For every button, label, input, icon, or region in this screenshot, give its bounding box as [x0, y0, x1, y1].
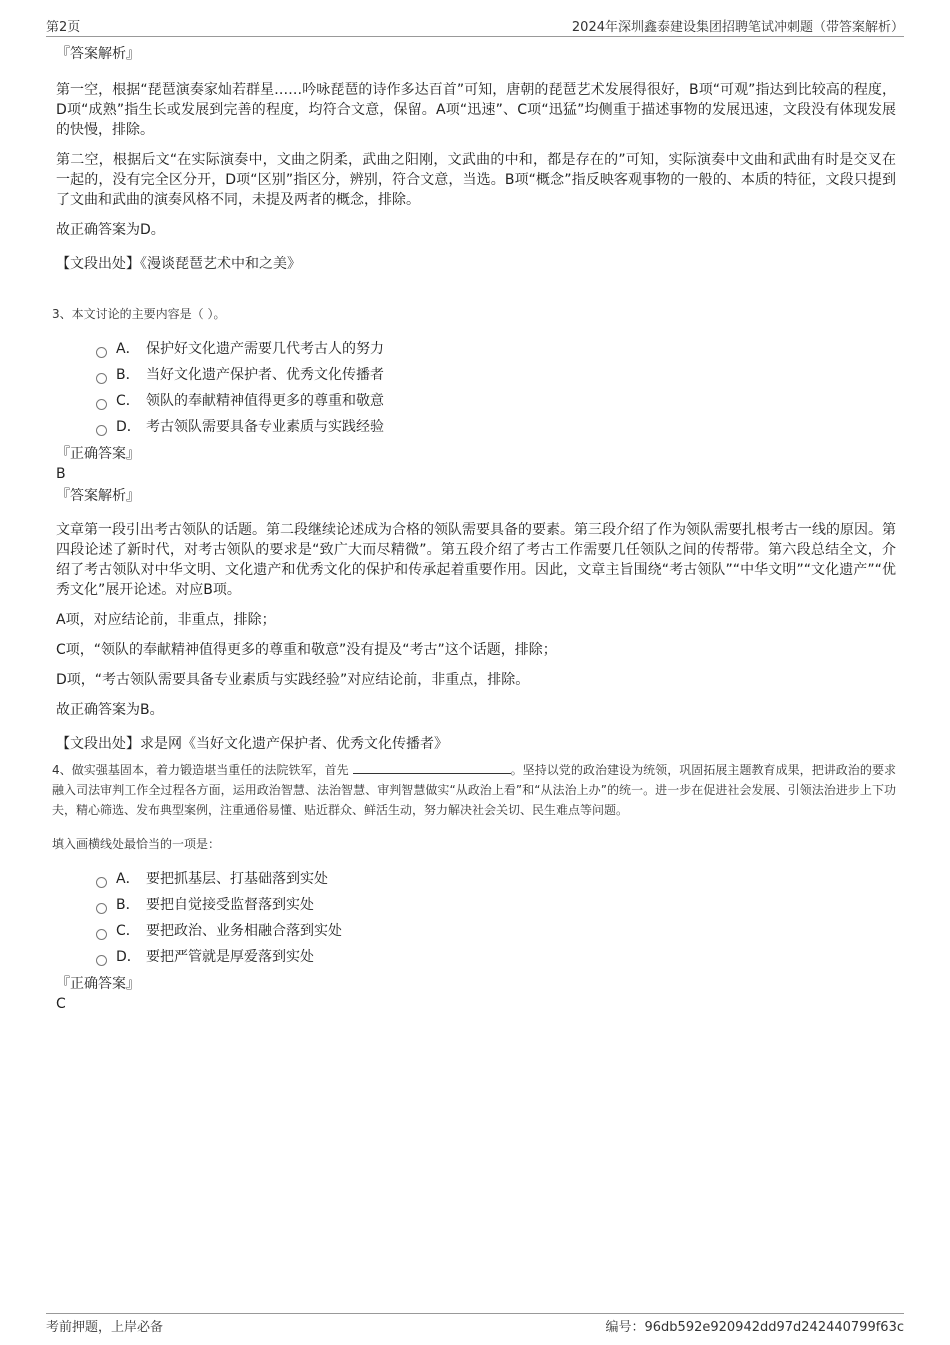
- q3-analysis-c: C项，“领队的奉献精神值得更多的尊重和敬意”没有提及“考古”这个话题，排除；: [56, 642, 557, 658]
- q3-analysis-label: 『答案解析』: [56, 488, 140, 504]
- radio-icon[interactable]: [96, 929, 107, 940]
- answer-blank: [353, 761, 511, 774]
- radio-icon[interactable]: [96, 347, 107, 358]
- q3-option-d[interactable]: D． 考古领队需要具备专业素质与实践经验: [96, 414, 896, 440]
- q2-analysis-p1: 第一空，根据“琵琶演奏家灿若群星……吟咏琵琶的诗作多达百首”可知，唐朝的琵琶艺术发展得很好，B项“可观”指达到比较高的程度，D项“成熟”指生长或发展到完善的程度，均符合文意，保留。A项“迅速”、C项“迅猛”均侧重于描述事物的发展迅速，文段没有体现发展的快慢，排除。: [56, 82, 896, 138]
- q3-question: 3、本文讨论的主要内容是（ ）。: [52, 307, 226, 321]
- q3-option-c[interactable]: C． 领队的奉献精神值得更多的尊重和敬意: [96, 388, 896, 414]
- document-id: 编号：96db592e920942dd97d242440799f63c: [605, 1320, 904, 1335]
- q3-analysis-a: A项，对应结论前，非重点，排除；: [56, 612, 276, 628]
- q3-conclusion: 故正确答案为B。: [56, 702, 164, 718]
- page-header: [46, 14, 904, 37]
- q4-option-d[interactable]: D． 要把严管就是厚爱落到实处: [96, 944, 896, 970]
- q3-options: [56, 336, 896, 440]
- q4-stem: 4、做实强基固本，着力锻造堪当重任的法院铁军，首先 。坚持以党的政治建设为统领，巩固拓展主题教育成果，把讲政治的要求融入司法审判工作全过程各方面，运用政治智慧、法治智慧、审判智慧做实“从政治上看”和“从法治上办”的统一。进一步在促进社会发展、引领法治进步上下功夫，精心筛选、发布典型案例，注重通俗易懂、贴近群众、鲜活生动，努力解决社会关切、民生难点等问题。: [52, 763, 896, 817]
- radio-icon[interactable]: [96, 373, 107, 384]
- q3-source: 【文段出处】求是网《当好文化遗产保护者、优秀文化传播者》: [56, 736, 448, 752]
- q4-option-b[interactable]: B． 要把自觉接受监督落到实处: [96, 892, 896, 918]
- radio-icon[interactable]: [96, 425, 107, 436]
- q3-answer-label: 『正确答案』: [56, 446, 140, 462]
- q3-option-b[interactable]: B． 当好文化遗产保护者、优秀文化传播者: [96, 362, 896, 388]
- footer-slogan: 考前押题，上岸必备: [46, 1320, 164, 1335]
- radio-icon[interactable]: [96, 955, 107, 966]
- q2-conclusion: 故正确答案为D。: [56, 222, 165, 238]
- q2-analysis-p2: 第二空，根据后文“在实际演奏中，文曲之阴柔，武曲之阳刚，文武曲的中和，都是存在的”可知，实际演奏中文曲和武曲有时是交叉在一起的，没有完全区分开，D项“区别”指区分，辨别，符合文意，当选。B项“概念”指反映客观事物的一般的、本质的特征，文段只提到了文曲和武曲的演奏风格不同，未提及两者的概念，排除。: [56, 152, 896, 208]
- q2-source: 【文段出处】《漫谈琵琶艺术中和之美》: [56, 256, 301, 272]
- radio-icon[interactable]: [96, 903, 107, 914]
- page-number: 第2页: [46, 20, 81, 35]
- q4-answer-label: 『正确答案』: [56, 976, 140, 992]
- radio-icon[interactable]: [96, 399, 107, 410]
- page-footer: [46, 1313, 904, 1334]
- q4-option-a[interactable]: A． 要把抓基层、打基础落到实处: [96, 866, 896, 892]
- q4-option-c[interactable]: C． 要把政治、业务相融合落到实处: [96, 918, 896, 944]
- page-content: [52, 44, 896, 1014]
- q3-analysis-d: D项，“考古领队需要具备专业素质与实践经验”对应结论前，非重点，排除。: [56, 672, 530, 688]
- q4-options: [56, 866, 896, 970]
- q2-analysis-label: 『答案解析』: [56, 46, 140, 62]
- q3-analysis-p1: 文章第一段引出考古领队的话题。第二段继续论述成为合格的领队需要具备的要素。第三段介绍了作为领队需要扎根考古一线的原因。第四段论述了新时代，对考古领队的要求是“致广大而尽精微”。第五段介绍了考古工作需要几任领队之间的传帮带。第六段总结全文，介绍了考古领队对中华文明、文化遗产和优秀文化的保护和传承起着重要作用。因此，文章主旨围绕“考古领队”“中华文明”“文化遗产”“优秀文化”展开论述。对应B项。: [56, 522, 896, 598]
- radio-icon[interactable]: [96, 877, 107, 888]
- q4-answer: C: [56, 996, 66, 1012]
- q3-option-a[interactable]: A． 保护好文化遗产需要几代考古人的努力: [96, 336, 896, 362]
- document-title: 2024年深圳鑫泰建设集团招聘笔试冲刺题（带答案解析）: [571, 20, 904, 35]
- q3-answer: B: [56, 466, 66, 482]
- q4-prompt: 填入画横线处最恰当的一项是：: [52, 837, 221, 851]
